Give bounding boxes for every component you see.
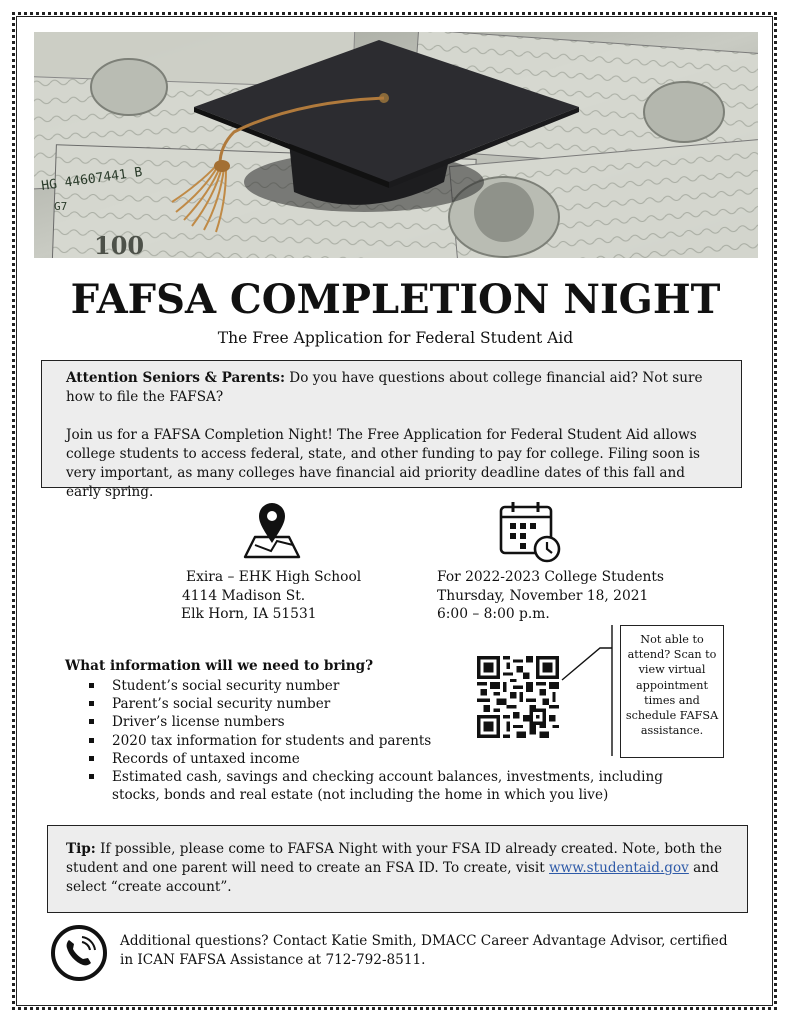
intro-lead-bold: Attention Seniors & Parents: — [66, 370, 285, 386]
tip-text-end: and select “create account”. — [66, 860, 719, 895]
intro-lead — [66, 369, 717, 407]
page-subtitle: The Free Application for Federal Student Aid — [217, 329, 574, 347]
event-time: 6:00 – 8:00 p.m. — [437, 606, 550, 622]
event-location — [176, 568, 361, 624]
list-item: Driver’s license numbers — [88, 713, 688, 731]
phone-icon — [50, 924, 108, 982]
svg-text:G7: G7 — [54, 200, 68, 213]
event-audience: For 2022-2023 College Students — [437, 569, 665, 585]
list-item: Parent’s social security number — [88, 695, 688, 713]
intro-body: Join us for a FAFSA Completion Night! The Free Application for Federal Student Aid allows college students to access federal, state, and other funding to pay for college. Filing soon is very important, as many colleges have financial aid priority deadline dates of this fall and early spring. — [66, 427, 701, 500]
map-pin-icon — [241, 499, 303, 561]
bring-heading: What information will we need to bring? — [65, 658, 374, 674]
intro-lead-text: Do you have questions about college financial aid? Not sure how to file the FAFSA? — [66, 370, 703, 405]
tip-box — [47, 825, 748, 913]
intro-box — [41, 360, 742, 500]
hero-image-graduation-cap-on-money — [34, 32, 758, 258]
svg-text:HG 44607441 B: HG 44607441 B — [40, 164, 144, 194]
contact-info: Additional questions? Contact Katie Smith, DMACC Career Advantage Advisor, certified in ICAN FAFSA Assistance at 712-792-8511. — [120, 933, 728, 968]
callout-box: Not able to attend? Scan to view virtual appointment times and schedule FAFSA assistance. — [620, 625, 724, 758]
event-date: Thursday, November 18, 2021 — [437, 587, 649, 604]
list-item: Student’s social security number — [88, 677, 688, 695]
list-item: Estimated cash, savings and checking account balances, investments, including stocks, bonds and real estate (not including the home in which you live) — [88, 768, 688, 804]
location-school: Exira – EHK High School — [186, 569, 362, 585]
list-item: Records of untaxed income — [88, 750, 688, 768]
callout-pointer — [560, 622, 620, 758]
svg-text:100: 100 — [94, 231, 145, 258]
location-street: 4114 Madison St. — [182, 587, 306, 604]
qr-code[interactable] — [477, 656, 559, 738]
page-title: FAFSA COMPLETION NIGHT — [70, 276, 721, 323]
tip-text: If possible, please come to FAFSA Night with your FSA ID already created. Note, both the student and one parent will need to create an FSA ID. To create, visit — [66, 841, 723, 876]
studentaid-link[interactable]: www.studentaid.gov — [549, 860, 689, 876]
calendar-clock-icon — [498, 499, 562, 563]
location-city: Elk Horn, IA 51531 — [181, 606, 317, 622]
tip-label: Tip: — [66, 841, 96, 857]
event-details — [437, 568, 664, 624]
list-item: 2020 tax information for students and parents — [88, 732, 688, 750]
